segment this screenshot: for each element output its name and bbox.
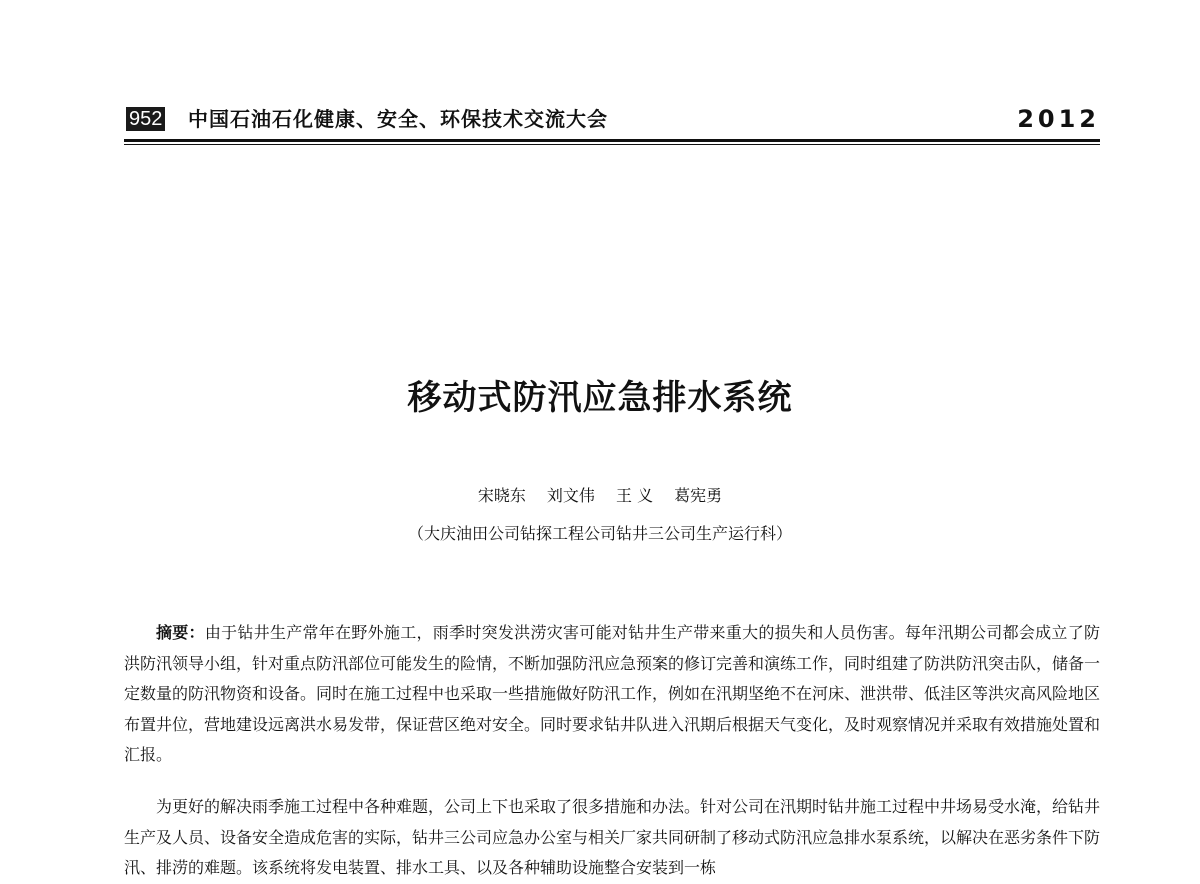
page-number: 952 — [126, 107, 165, 131]
header-rule-thick — [124, 139, 1100, 142]
abstract-text: 由于钻井生产常年在野外施工，雨季时突发洪涝灾害可能对钻井生产带来重大的损失和人员伤害。每年汛期公司都会成立了防洪防汛领导小组，针对重点防汛部位可能发生的险情，不断加强防汛应急预案的修订完善和演练工作，同时组建了防洪防汛突击队，储备一定数量的防汛物资和设备。同时在施工过程中也采取一些措施做好防汛工作，例如在汛期坚绝不在河床、泄洪带、低洼区等洪灾高风险地区布置井位，营地建设远离洪水易发带，保证营区绝对安全。同时要求钻井队进入汛期后根据天气变化，及时观察情况并采取有效措施处置和汇报。 — [124, 623, 1101, 764]
paper-title: 移动式防汛应急排水系统 — [407, 378, 793, 418]
publication-year: 2012 — [1017, 105, 1100, 133]
journal-title: 中国石油石化健康、安全、环保技术交流大会 — [188, 107, 608, 131]
abstract — [124, 618, 1100, 771]
body-paragraph: 为更好的解决雨季施工过程中各种难题，公司上下也采取了很多措施和办法。针对公司在汛期时钻井施工过程中井场易受水淹，给钻井生产及人员、设备安全造成危害的实际，钻井三公司应急办公室与相关厂家共同研制了移动式防汛应急排水泵系统，以解决在恶劣条件下防汛、排涝的难题。该系统将发电装置、排水工具、以及各种辅助设施整合安装到一栋 — [124, 797, 1101, 877]
author-list: 宋晓东 刘文伟 王 义 葛宪勇 — [477, 486, 723, 505]
abstract-label: 摘要： — [156, 623, 205, 642]
header-rule-thin — [124, 144, 1100, 145]
running-header — [124, 106, 1100, 142]
author-affiliation: （大庆油田公司钻探工程公司钻井三公司生产运行科） — [407, 524, 792, 543]
